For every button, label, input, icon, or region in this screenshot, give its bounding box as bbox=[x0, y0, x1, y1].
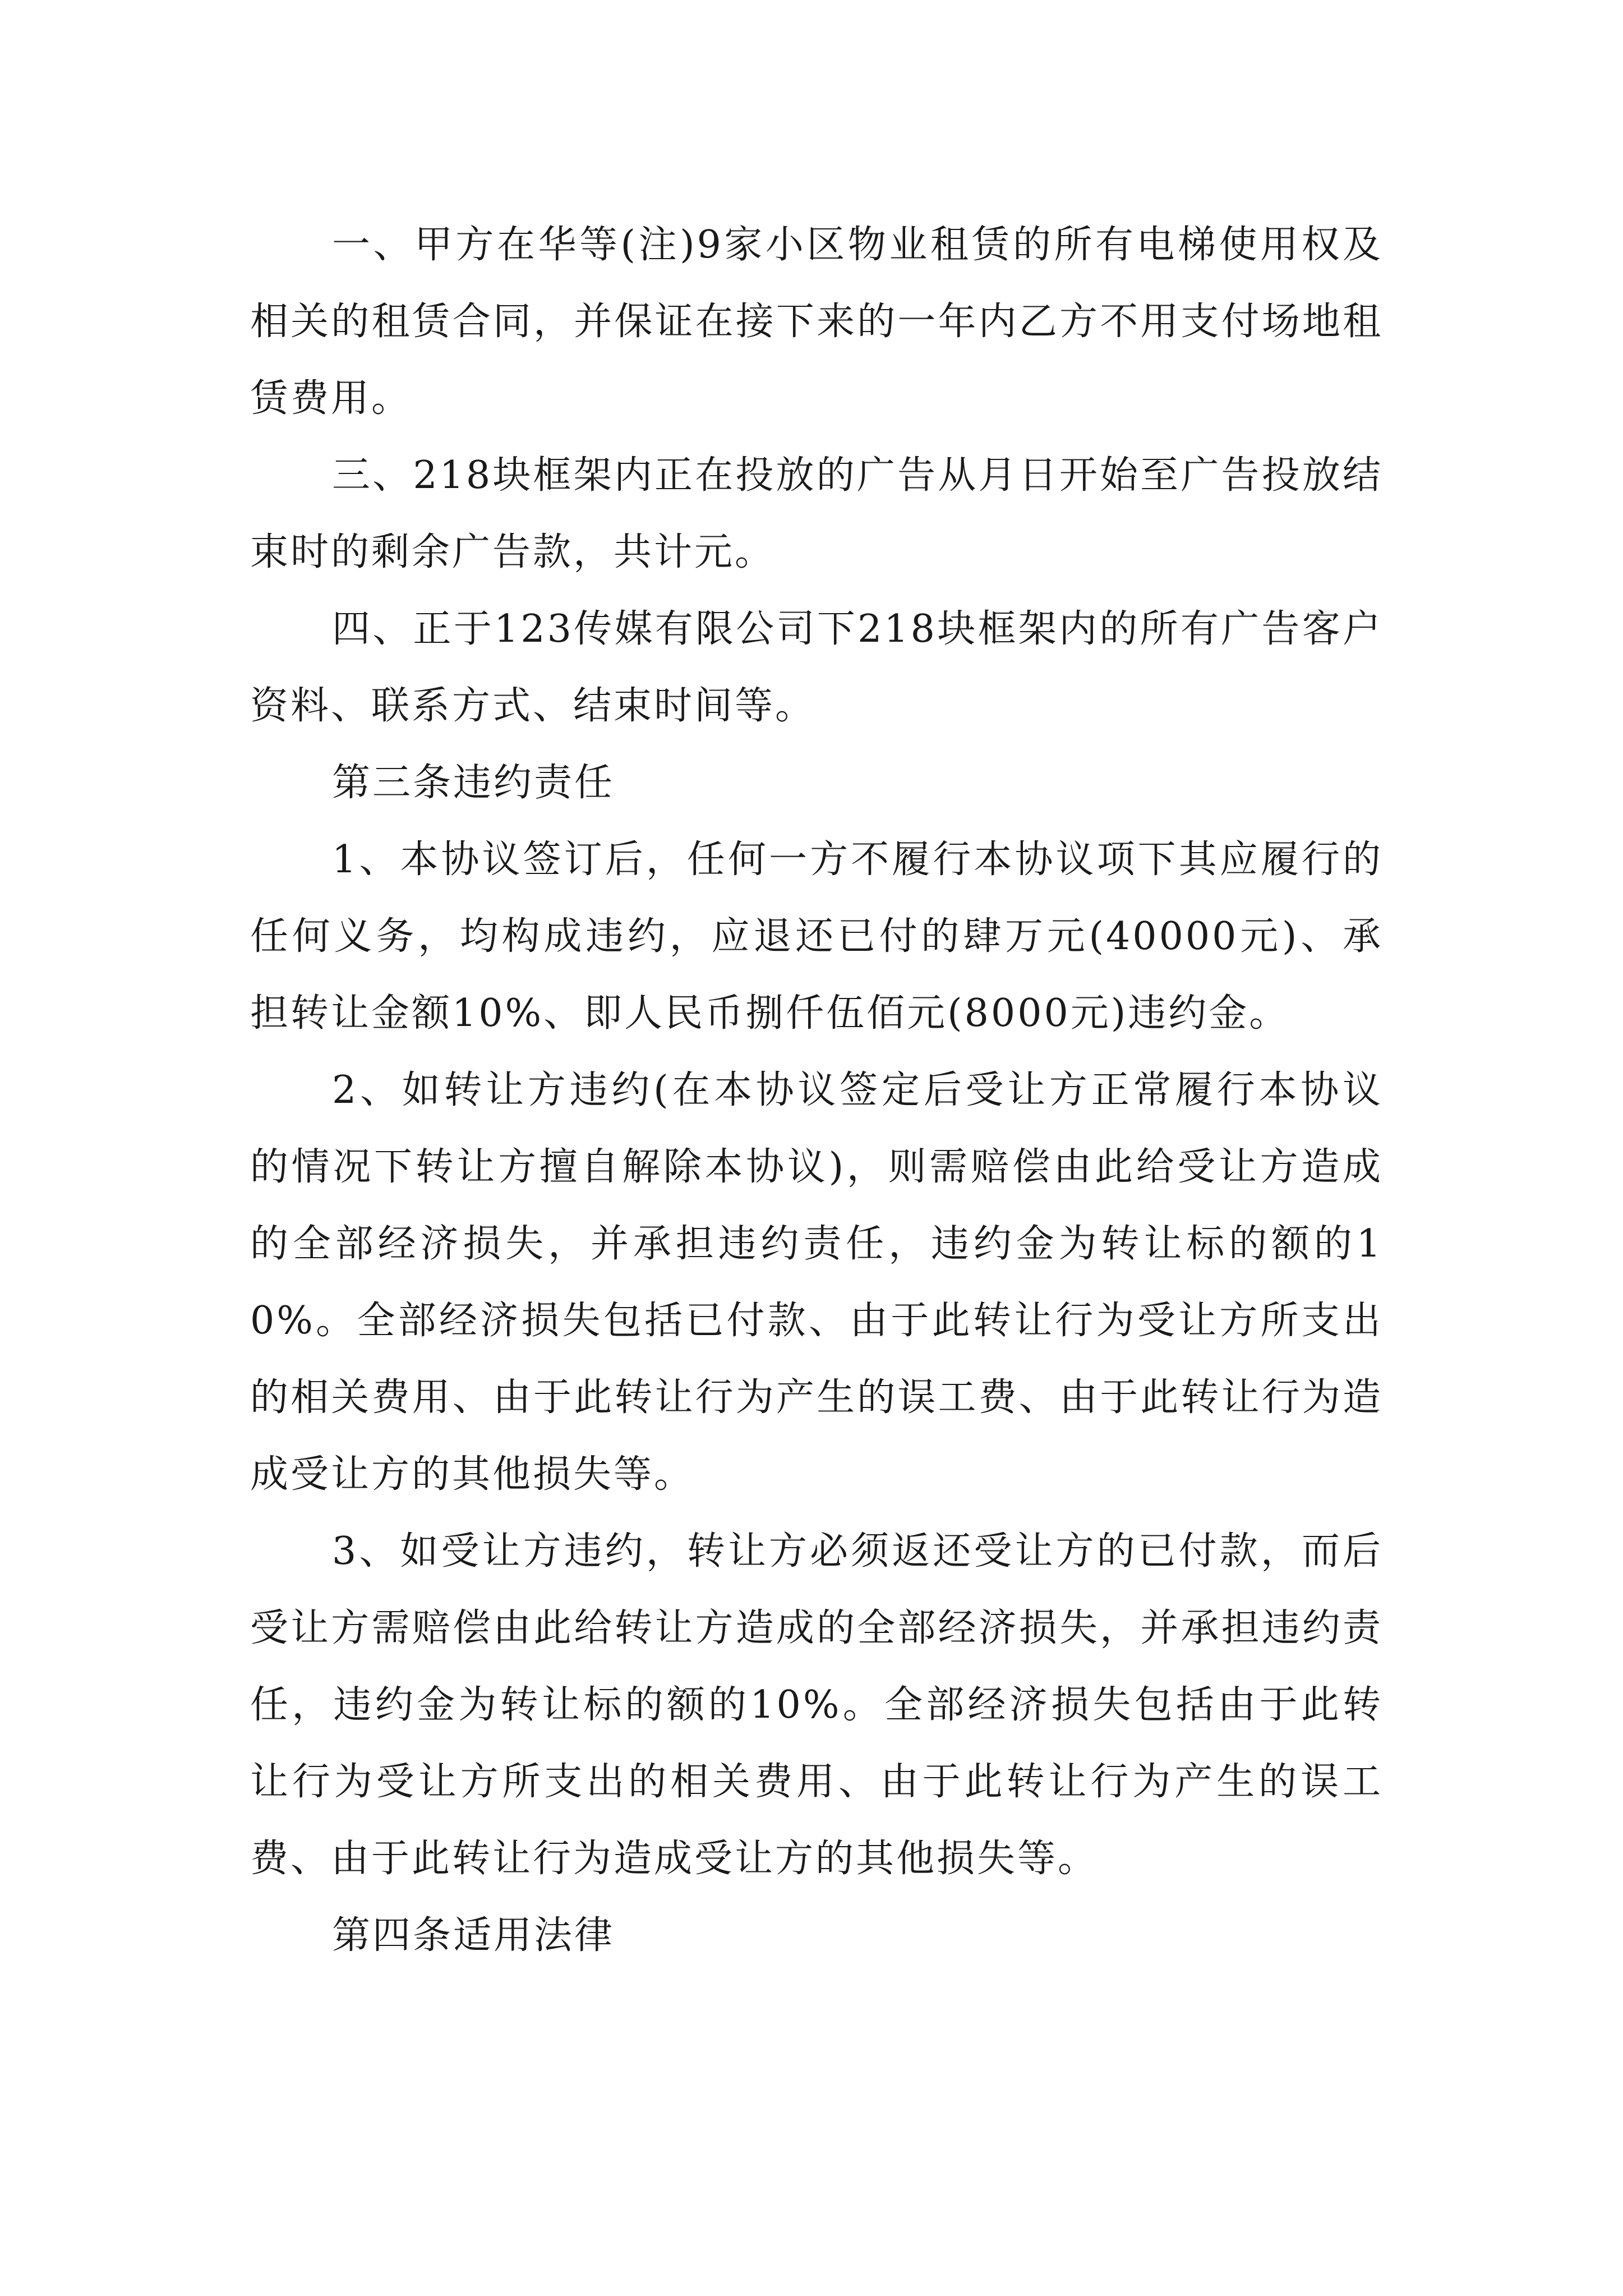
section-heading-breach-liability: 第三条违约责任 bbox=[332, 761, 615, 805]
document-body bbox=[250, 206, 1383, 1974]
paragraph-client-information: 四、正于123传媒有限公司下218块框架内的所有广告客户资料、联系方式、结束时间等。 bbox=[250, 607, 1383, 728]
clause-1-breach: 1、本协议签订后，任何一方不履行本协议项下其应履行的任何义务，均构成违约，应退还已付的肆万元(40000元)、承担转让金额10%、即人民币捌仟伍佰元(8000元)违约金。 bbox=[250, 838, 1383, 1036]
clause-2-transferor-breach: 2、如转让方违约(在本协议签定后受让方正常履行本协议的情况下转让方擅自解除本协议)，则需赔偿由此给受让方造成的全部经济损失，并承担违约责任，违约金为转让标的额的10%。全部经济损失包括已付款、由于此转让行为受让方所支出的相关费用、由于此转让行为产生的误工费、由于此转让行为造成受让方的其他损失等。 bbox=[250, 1068, 1383, 1497]
clause-3-transferee-breach: 3、如受让方违约，转让方必须返还受让方的已付款，而后受让方需赔偿由此给转让方造成的全部经济损失，并承担违约责任，违约金为转让标的额的10%。全部经济损失包括由于此转让行为受让方所支出的相关费用、由于此转让行为产生的误工费、由于此转让行为造成受让方的其他损失等。 bbox=[250, 1529, 1383, 1881]
paragraph-elevator-lease: 一、甲方在华等(注)9家小区物业租赁的所有电梯使用权及相关的租赁合同，并保证在接下来的一年内乙方不用支付场地租赁费用。 bbox=[250, 223, 1383, 421]
paragraph-remaining-ad-payment: 三、218块框架内正在投放的广告从月日开始至广告投放结束时的剩余广告款，共计元。 bbox=[250, 453, 1383, 574]
section-heading-applicable-law: 第四条适用法律 bbox=[332, 1913, 615, 1958]
